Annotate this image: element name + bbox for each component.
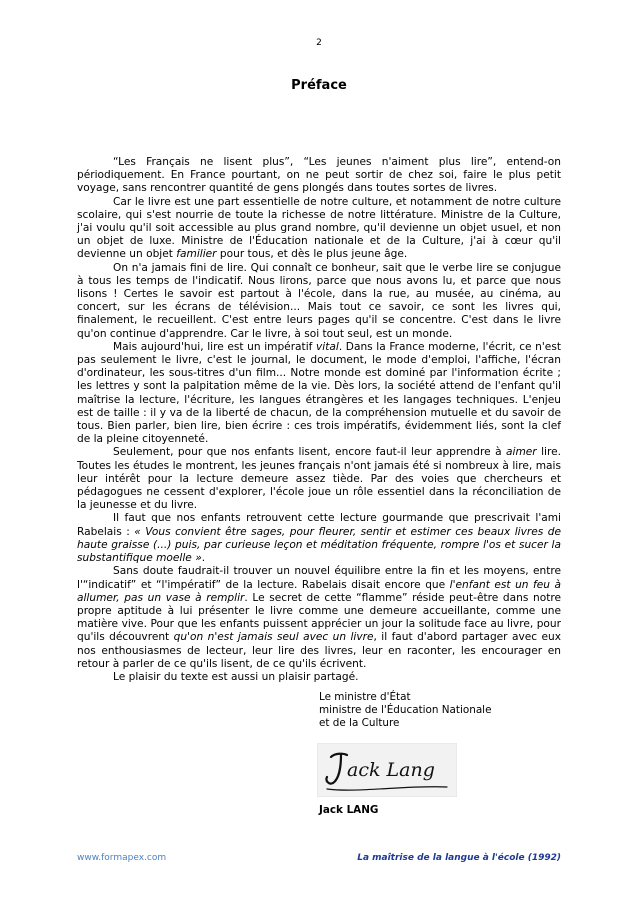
page-title: Préface	[291, 78, 347, 93]
signer-name: Jack LANG	[319, 804, 379, 816]
paragraph-5	[77, 446, 561, 512]
italic-segment: qu'on n'est jamais seul avec un livre	[173, 631, 374, 644]
text-segment: . Le secret de cette “flamme” réside peut-être dans notre propre aptitude à lui présenter le livre comme une demeure accueillante, comme une matière vive. Pour que les enfants puissent apprécier un jour la solitude face au livre, pour qu'ils découvrent	[77, 591, 561, 644]
signature-block	[319, 691, 559, 731]
page-number: 2	[316, 38, 322, 48]
italic-segment: vital	[316, 340, 339, 353]
footer-publication-title: La maîtrise de la langue à l'école (1992)	[357, 853, 561, 863]
signer-title-line-1: Le ministre d'État	[319, 691, 411, 703]
text-segment: Le plaisir du texte est aussi un plaisir partagé.	[113, 670, 359, 683]
text-segment: .	[201, 552, 206, 565]
paragraph-1	[77, 156, 561, 196]
text-segment: , il faut d'abord partager avec eux nos enthousiasmes de lecteur, leur lire des livres, leur en raconter, les encourager en retour à parler de ce qu'ils lisent, de ce qu'ils écrivent.	[77, 631, 561, 670]
handwritten-signature	[317, 743, 457, 797]
svg-text:ack Lang: ack Lang	[347, 759, 435, 781]
text-segment: lire. Toutes les études le montrent, les jeunes français n'ont jamais été si nombreux à lire, mais leur intérêt pour la lecture demeure assez tiède. Par des voies que chercheurs et pédagogues ne cessent d'explorer, l'école joue un rôle essentiel dans la réconciliation de la jeunesse et du livre.	[77, 446, 561, 512]
paragraph-4	[77, 341, 561, 447]
paragraph-7	[77, 565, 561, 671]
text-segment: . Dans la France moderne, l'écrit, ce n'est pas seulement le livre, c'est le journal, le document, le mode d'emploi, l'affiche, l'écran d'ordinateur, les sous-titres d'un film... Notre monde est dominé par l'information écrite ; les lettres y sont la palpitation même de la vie. Dès lors, la société attend de l'enfant qu'il maîtrise la lecture, l'écriture, les langues étrangères et les langages techniques. L'enjeu est de taille : il y va de la liberté de chacun, de la compréhension mutuelle et du savoir de tous. Bien parler, bien lire, bien écrire : ces trois impératifs, évidemment liés, sont la clef de la pleine citoyenneté.	[77, 340, 562, 446]
text-segment: Sans doute faudrait-il trouver un nouvel équilibre entre la fin et les moyens, entre l'“indicatif” et “l'impératif” de la lecture. Rabelais disait encore que	[77, 565, 561, 591]
italic-segment: aimer	[506, 446, 537, 459]
text-segment: pour tous, et dès le plus jeune âge.	[216, 248, 408, 261]
paragraph-2	[77, 196, 561, 262]
italic-segment: l'enfant est un feu à allumer, pas un vase à remplir	[77, 578, 561, 604]
text-segment: Seulement, pour que nos enfants lisent, encore faut-il leur apprendre à	[113, 446, 507, 459]
footer-website: www.formapex.com	[77, 853, 167, 863]
text-segment: Mais aujourd'hui, lire est un impératif	[113, 340, 316, 353]
paragraph-8	[77, 671, 561, 684]
paragraph-6	[77, 512, 561, 565]
text-segment: On n'a jamais fini de lire. Qui connaît ce bonheur, sait que le verbe lire se conjugue à tous les temps de l'indicatif. Nous lirons, parce que nous avons lu, et parce que nous lisons ! Certes le savoir est partout à l'école, dans la rue, au musée, au cinéma, au concert, sur les écrans de télévision... Mais tout ce savoir, ce sont les livres qui, finalement, le recueillent. C'est entre leurs pages qu'il se concentre. C'est dans le livre qu'on continue d'apprendre. Car le livre, à soi tout seul, est un monde.	[77, 261, 561, 340]
text-segment: Il faut que nos enfants retrouvent cette lecture gourmande que prescrivait l'ami Rabelais :	[77, 512, 561, 538]
preface-body	[77, 156, 561, 684]
signer-title-line-3: et de la Culture	[319, 717, 400, 730]
text-segment: “Les Français ne lisent plus”, “Les jeunes n'aiment plus lire”, entend-on périodiquement. En France pourtant, on ne peut sortir de chez soi, faire le plus petit voyage, sans rencontrer quantité de gens plongés dans toutes sortes de livres.	[77, 156, 561, 195]
signer-title-line-2: ministre de l'Éducation Nationale	[319, 704, 492, 717]
text-segment: Car le livre est une part essentielle de notre culture, et notamment de notre culture scolaire, qui s'est nourrie de toute la richesse de notre littérature. Ministre de la Culture, j'ai voulu qu'il soit accessible au plus grand nombre, qu'il devienne un objet usuel, et non un objet de luxe. Ministre de l'Éducation nationale et de la Culture, j'ai à cœur qu'il devienne un objet	[77, 195, 561, 261]
paragraph-3	[77, 262, 561, 341]
italic-segment: « Vous convient être sages, pour fleurer, sentir et estimer ces beaux livres de haute graisse (...) puis, par curieuse leçon et méditation fréquente, rompre l'os et sucer la substantifique moelle »	[77, 525, 561, 565]
italic-segment: familier	[176, 248, 217, 261]
